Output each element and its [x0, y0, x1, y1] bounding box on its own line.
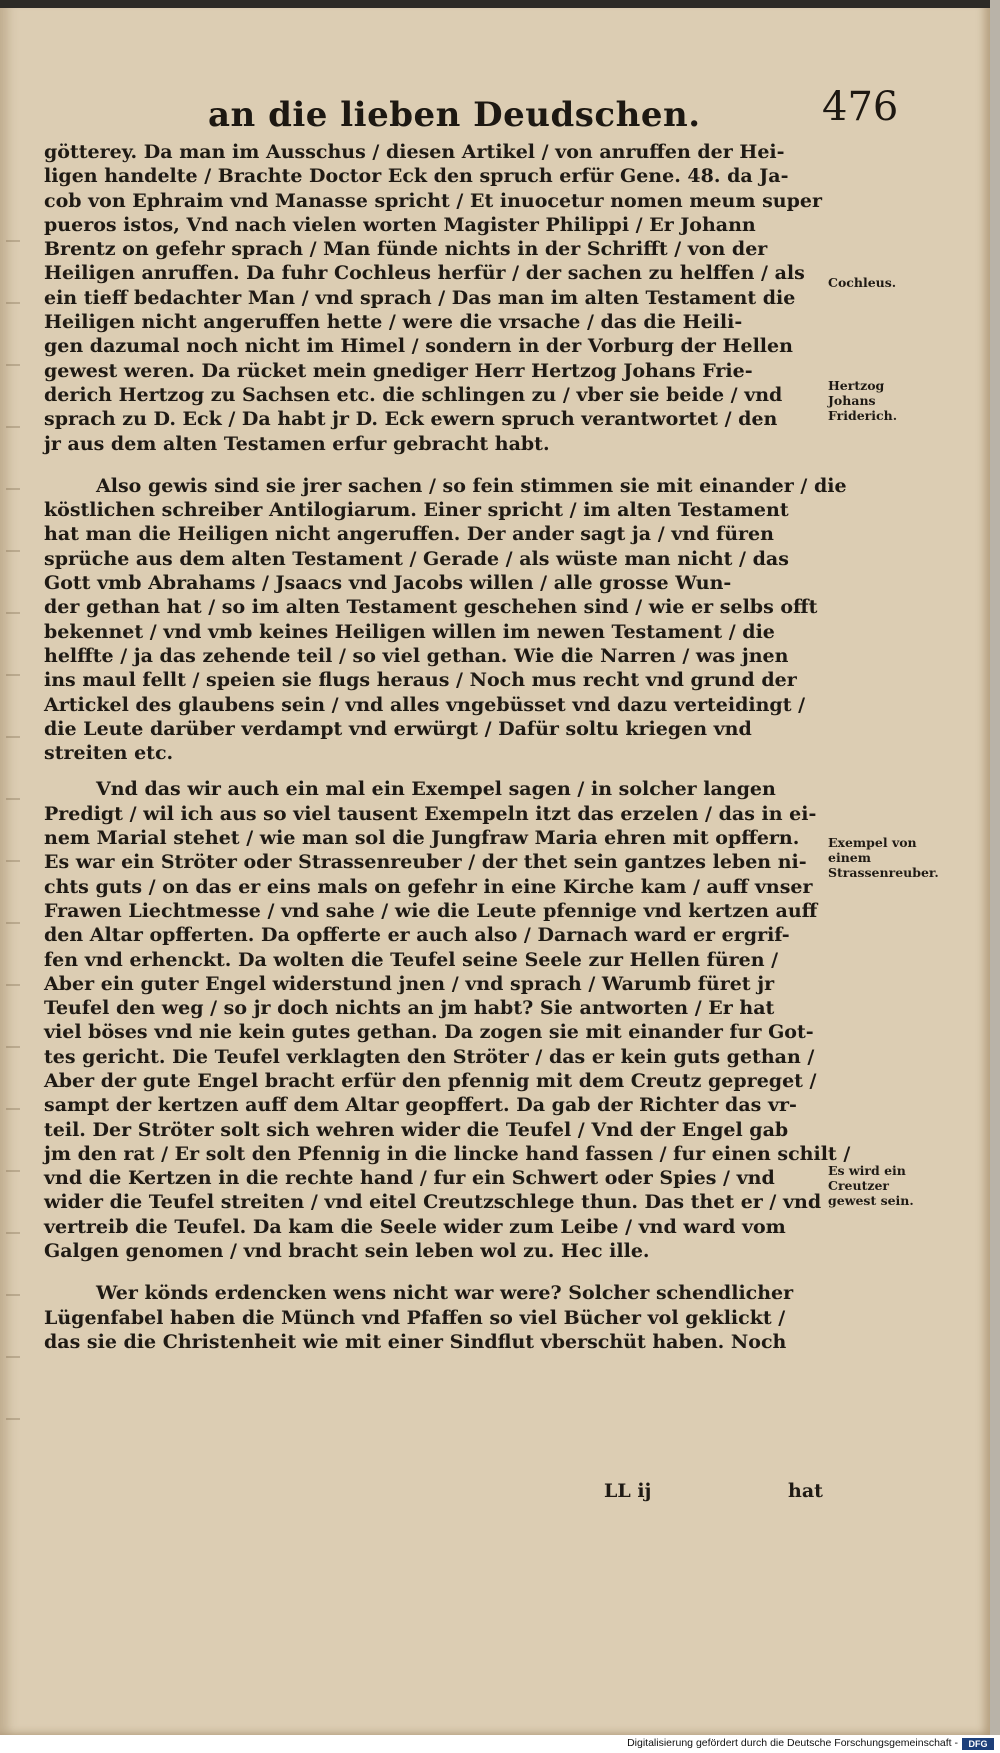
running-head: an die lieben Deudschen. [208, 95, 701, 135]
text-line: das sie die Christenheit wie mit einer Sindflut vberschüt haben. Noch [44, 1330, 787, 1353]
text-line: götterey. Da man im Ausschus / diesen Artikel / von anruffen der Hei- [44, 141, 785, 163]
text-line: jr aus dem alten Testamen erfur gebracht habt. [44, 432, 550, 455]
marginal-note: Hertzog Johans Friderich. [828, 378, 898, 423]
text-line: Lügenfabel haben die Münch vnd Pfaffen so viel Bücher vol geklickt / [44, 1306, 786, 1329]
text-line: Predigt / wil ich aus so viel tausent Exempeln itzt das erzelen / das in ei- [44, 802, 817, 825]
text-line: gen dazumal noch nicht im Himel / sondern in der Vorburg der Hellen [44, 335, 793, 358]
scan-top-border [0, 0, 1000, 8]
text-line: Heiligen anruffen. Da fuhr Cochleus herfür / der sachen zu helffen / als [44, 262, 805, 285]
text-line: köstlichen schreiber Antilogiarum. Einer spricht / im alten Testament [44, 499, 789, 522]
paragraph-2 [44, 474, 847, 766]
paragraph-4 [44, 1281, 824, 1354]
marginal-note: Cochleus. [828, 275, 897, 290]
text-line: ein tieff bedachter Man / vnd sprach / Das man im alten Testament die [44, 286, 796, 309]
text-line: Aber der gute Engel bracht erfür den pfennig mit dem Creutz gepreget / [44, 1069, 817, 1092]
text-line: wider die Teufel streiten / vnd eitel Creutzschlege thun. Das thet er / vnd [44, 1191, 822, 1214]
text-line: bekennet / vnd vmb keines Heiligen willen im newen Testament / die [44, 620, 775, 643]
text-line: Aber ein guter Engel widerstund jnen / vnd sprach / Warumb füret jr [44, 972, 775, 995]
paragraph-1 [44, 140, 824, 456]
text-line: Also gewis sind sie jrer sachen / so fein stimmen sie mit einander / die [96, 474, 847, 497]
text-line: Brentz on gefehr sprach / Man fünde nichts in der Schrifft / von der [44, 238, 768, 261]
marginal-note: Es wird ein Creutzer gewest sein. [828, 1163, 914, 1208]
text-line: Gott vmb Abrahams / Jsaacs vnd Jacobs willen / alle grosse Wun- [44, 572, 732, 595]
text-line: streiten etc. [44, 742, 174, 765]
text-line: Heiligen nicht angeruffen hette / were die vrsache / das die Heili- [44, 311, 743, 334]
dfg-logo: DFG [962, 1738, 994, 1750]
text-line: Artickel des glaubens sein / vnd alles vngebüsset vnd dazu verteidingt / [44, 693, 806, 716]
text-line: fen vnd erhenckt. Da wolten die Teufel seine Seele zur Hellen füren / [44, 948, 779, 971]
text-line: Es war ein Ströter oder Strassenreuber / der thet sein gantzes leben ni- [44, 851, 807, 874]
text-line: die Leute darüber verdampt vnd erwürgt / Dafür soltu kriegen vnd [44, 717, 752, 740]
page-foot-line [44, 1480, 824, 1508]
text-line: hat man die Heiligen nicht angeruffen. Der ander sagt ja / vnd füren [44, 523, 774, 546]
text-line: jm den rat / Er solt den Pfennig in die lincke hand fassen / fur einen schilt / [44, 1142, 851, 1165]
marginal-note: Exempel von einem Strassenreuber. [828, 835, 939, 880]
text-line: Frawen Liechtmesse / vnd sahe / wie die Leute pfennige vnd kertzen auff [44, 899, 818, 922]
page-edge-shadow [6, 180, 20, 1480]
folio-number: 476 [822, 84, 899, 130]
text-line: Teufel den weg / so jr doch nichts an jm habt? Sie antworten / Er hat [44, 997, 775, 1020]
text-line: derich Hertzog zu Sachsen etc. die schlingen zu / vber sie beide / vnd [44, 383, 783, 406]
text-line: sprüche aus dem alten Testament / Gerade / als wüste man nicht / das [44, 547, 789, 570]
text-line: cob von Ephraim vnd Manasse spricht / Et inuocetur nomen meum super [44, 189, 822, 212]
text-line: ins maul fellt / speien sie flugs heraus / Noch mus recht vnd grund der [44, 669, 797, 692]
text-line: teil. Der Ströter solt sich wehren wider die Teufel / Vnd der Engel gab [44, 1118, 789, 1141]
text-line: nem Marial stehet / wie man sol die Jungfraw Maria ehren mit opffern. [44, 827, 800, 850]
text-line: sampt der kertzen auff dem Altar geopffert. Da gab der Richter das vr- [44, 1094, 797, 1117]
text-line: Wer könds erdencken wens nicht war were? Solcher schendlicher [96, 1282, 794, 1305]
funding-note: Digitalisierung gefördert durch die Deutsche Forschungsgemeinschaft - [627, 1737, 958, 1749]
text-line: chts guts / on das er eins mals on gefehr in eine Kirche kam / auff vnser [44, 875, 813, 898]
text-line: helffte / ja das zehende teil / so viel gethan. Wie die Narren / was jnen [44, 644, 789, 667]
text-line: ligen handelte / Brachte Doctor Eck den spruch erfür Gene. 48. da Ja- [44, 165, 789, 188]
scan-right-border [990, 0, 1000, 1735]
text-line: vertreib die Teufel. Da kam die Seele wider zum Leibe / vnd ward vom [44, 1215, 786, 1238]
text-line: gewest weren. Da rücket mein gnediger Herr Hertzog Johans Frie- [44, 359, 753, 382]
catchword: hat [788, 1480, 823, 1502]
text-line: Vnd das wir auch ein mal ein Exempel sagen / in solcher langen [96, 778, 776, 801]
text-line: der gethan hat / so im alten Testament geschehen sind / wie er selbs offt [44, 596, 818, 619]
text-line: pueros istos, Vnd nach vielen worten Magister Philippi / Er Johann [44, 213, 756, 236]
text-line: tes gericht. Die Teufel verklagten den Ströter / das er kein guts gethan / [44, 1045, 815, 1068]
text-line: Galgen genomen / vnd bracht sein leben wol zu. Hec ille. [44, 1240, 650, 1263]
body-text [44, 140, 851, 1354]
signature-mark: LL ij [604, 1480, 652, 1502]
text-line: vnd die Kertzen in die rechte hand / fur ein Schwert oder Spies / vnd [44, 1167, 775, 1190]
digitization-footer [0, 1735, 1000, 1753]
paragraph-3 [44, 777, 851, 1263]
text-line: sprach zu D. Eck / Da habt jr D. Eck ewern spruch verantwortet / den [44, 408, 778, 431]
text-line: den Altar opfferten. Da opfferte er auch also / Darnach ward er ergrif- [44, 924, 790, 947]
text-line: viel böses vnd nie kein gutes gethan. Da zogen sie mit einander fur Got- [44, 1021, 814, 1044]
